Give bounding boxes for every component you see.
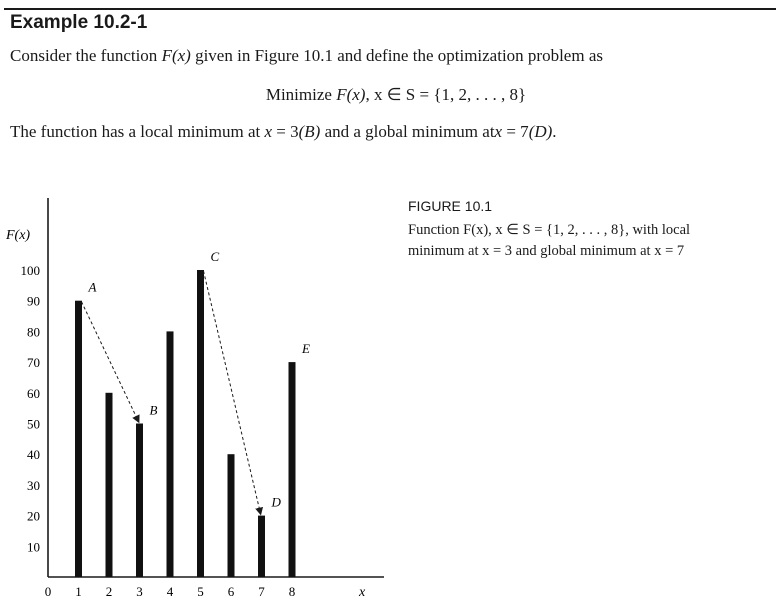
optimization-problem — [0, 85, 780, 105]
x-tick-label: 5 — [197, 584, 204, 599]
bar — [106, 393, 113, 577]
point-label: D — [271, 494, 281, 510]
result-label-d: (D) — [528, 122, 553, 141]
y-tick-label: 10 — [27, 539, 40, 555]
x-tick-label: 4 — [166, 584, 174, 599]
y-axis-label: F(x) — [6, 228, 31, 243]
top-rule — [4, 8, 776, 10]
intro-text-start: Consider the function — [10, 46, 162, 65]
intro-text-end: given in Figure 10.1 and define the optimization problem as — [190, 46, 603, 65]
example-heading: Example 10.2-1 — [10, 12, 148, 33]
point-label: A — [88, 279, 97, 295]
y-tick-label: 50 — [27, 416, 40, 432]
x-tick-label: 8 — [288, 584, 296, 599]
intro-paragraph — [10, 46, 603, 66]
result-text-3: and a global minimum at — [320, 122, 495, 141]
result-text-2: = 3 — [272, 122, 299, 141]
y-tick-label: 90 — [27, 293, 40, 309]
point-label: C — [210, 249, 220, 264]
bar — [75, 301, 82, 577]
problem-function: F(x) — [336, 85, 366, 104]
point-label: B — [149, 402, 158, 418]
figure-caption-line-2: minimum at x = 3 and global minimum at x = 7 — [408, 243, 685, 259]
y-tick-label: 100 — [20, 263, 40, 278]
bar — [197, 270, 204, 577]
result-label-b: (B) — [298, 122, 321, 141]
bar — [289, 362, 296, 577]
x-axis-label: x — [359, 585, 366, 600]
y-tick-label: 80 — [27, 324, 40, 340]
figure-caption-line-1: Function F(x), x ∈ S = {1, 2, . . . , 8}, with local — [408, 222, 691, 238]
result-text-5: . — [552, 122, 557, 141]
result-text-4: = 7 — [502, 122, 529, 141]
x-tick-label: 7 — [258, 584, 265, 599]
point-label: E — [302, 341, 310, 357]
y-tick-label: 20 — [27, 508, 40, 524]
x-tick-label: 1 — [75, 584, 82, 599]
problem-set: , x ∈ S = {1, 2, . . . , 8} — [365, 85, 527, 104]
y-tick-label: 70 — [27, 355, 40, 371]
x-tick-label: 2 — [105, 584, 113, 599]
x-tick-label: 3 — [136, 584, 143, 599]
bar — [258, 516, 265, 577]
figure-label: FIGURE 10.1 — [408, 198, 493, 214]
bar — [136, 424, 143, 578]
x-tick-label: 0 — [44, 584, 52, 599]
y-tick-label: 60 — [27, 385, 40, 401]
result-text-1: The function has a local minimum at — [10, 122, 265, 141]
result-var-1: x — [264, 122, 273, 141]
problem-word: Minimize — [265, 85, 337, 104]
bar — [167, 331, 174, 577]
result-paragraph — [10, 122, 557, 142]
y-tick-label: 40 — [27, 447, 40, 463]
result-var-2: x — [494, 122, 503, 141]
y-tick-label: 30 — [27, 477, 40, 493]
intro-function: F(x) — [161, 46, 191, 65]
x-tick-label: 6 — [227, 584, 235, 599]
bar — [228, 454, 235, 577]
figure-chart — [0, 192, 400, 612]
